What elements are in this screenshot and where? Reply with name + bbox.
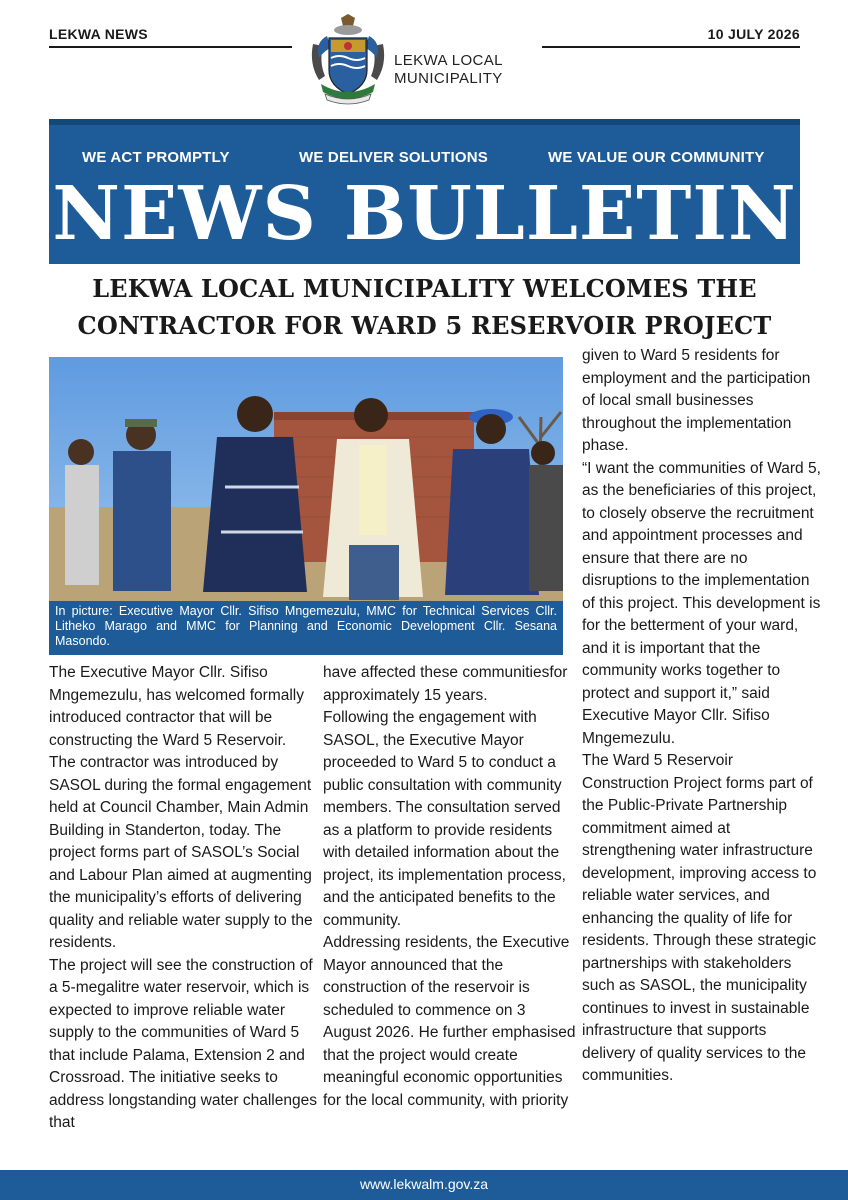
news-bulletin-banner — [49, 119, 800, 264]
organization-name-line2: MUNICIPALITY — [394, 70, 503, 87]
article-column-3 — [582, 345, 822, 1088]
coat-of-arms-logo — [307, 14, 389, 106]
photo-caption: In picture: Executive Mayor Cllr. Sifiso Mngemezulu, MMC for Technical Services Cllr. Litheko Marago and MMC for Planning and Economic Development Cllr. Sesana Masondo. — [49, 601, 563, 655]
organization-name-line1: LEKWA LOCAL — [394, 52, 503, 69]
headline-line2: CONTRACTOR FOR WARD 5 RESERVOIR PROJECT — [77, 311, 772, 340]
paragraph: The Executive Mayor Cllr. Sifiso Mngemezulu, has welcomed formally introduced contractor that will be constructing the Ward 5 Reservoir. — [49, 664, 304, 749]
publication-name: LEKWA NEWS — [49, 26, 148, 42]
motto-value-community: WE VALUE OUR COMMUNITY — [548, 149, 765, 166]
motto-deliver-solutions: WE DELIVER SOLUTIONS — [299, 149, 489, 166]
organization-name — [394, 52, 503, 88]
footer-bar — [0, 1170, 848, 1200]
header-rule-right — [542, 46, 800, 48]
paragraph: The Ward 5 Reservoir Construction Project forms part of the Public-Private Partnership commitment aimed at strengthening water infrastructure development, improving access to reliable water services, and enhancing the quality of life for residents. Through these strategic partnerships with stakeholders such as SASOL, the municipality continues to invest in sustainable infrastructure that supports delivery of quality services to the communities. — [582, 752, 817, 1084]
article-column-2 — [323, 662, 577, 1112]
paragraph: The contractor was introduced by SASOL during the formal engagement held at Council Chamber, Main Admin Building in Standerton, today. The project forms part of SASOL’s Social and Labour Plan aimed at augmenting the municipality’s efforts of delivering quality and reliable water supply to the residents. — [49, 754, 313, 951]
article-photo — [49, 357, 563, 655]
masthead-title: NEWS BULLETIN — [52, 171, 797, 257]
paragraph: The project will see the construction of a 5-megalitre water reservoir, which is expected to improve reliable water supply to the communities of Ward 5 that include Palama, Extension 2 and Crossroad. The initiative seeks to address longstanding water challenges that — [49, 956, 317, 1131]
paragraph: have affected these communitiesfor approximately 15 years. — [323, 664, 568, 704]
paragraph: given to Ward 5 residents for employment and the participation of local small businesses throughout the implementation phase. — [582, 347, 811, 454]
header-rule-left — [49, 46, 292, 48]
article-column-1 — [49, 662, 319, 1135]
paragraph: Addressing residents, the Executive Mayor announced that the construction of the reservoir is scheduled to commence on 3 August 2026. He further emphasised that the project would create meaningful economic opportunities for the local community, with priority — [323, 934, 576, 1109]
headline-line1: LEKWA LOCAL MUNICIPALITY WELCOMES THE — [92, 274, 757, 303]
publication-date: 10 JULY 2026 — [707, 26, 800, 42]
paragraph: Following the engagement with SASOL, the Executive Mayor proceeded to Ward 5 to conduct a public consultation with community members. The consultation served as a platform to provide residents with detailed information about the project, its implementation process, and the anticipated benefits to the community. — [323, 709, 566, 929]
article-headline — [49, 270, 800, 344]
paragraph: “I want the communities of Ward 5, as the beneficiaries of this project, to closely observe the recruitment and appointment processes and ensure that there are no disruptions to the implementation of this project. This development is for the betterment of your ward, and it is important that the community works together to protect and support it,” said Executive Mayor Cllr. Sifiso Mngemezulu. — [582, 459, 821, 747]
website-link[interactable]: www.lekwalm.gov.za — [359, 1176, 489, 1192]
motto-act-promptly: WE ACT PROMPTLY — [82, 149, 230, 166]
